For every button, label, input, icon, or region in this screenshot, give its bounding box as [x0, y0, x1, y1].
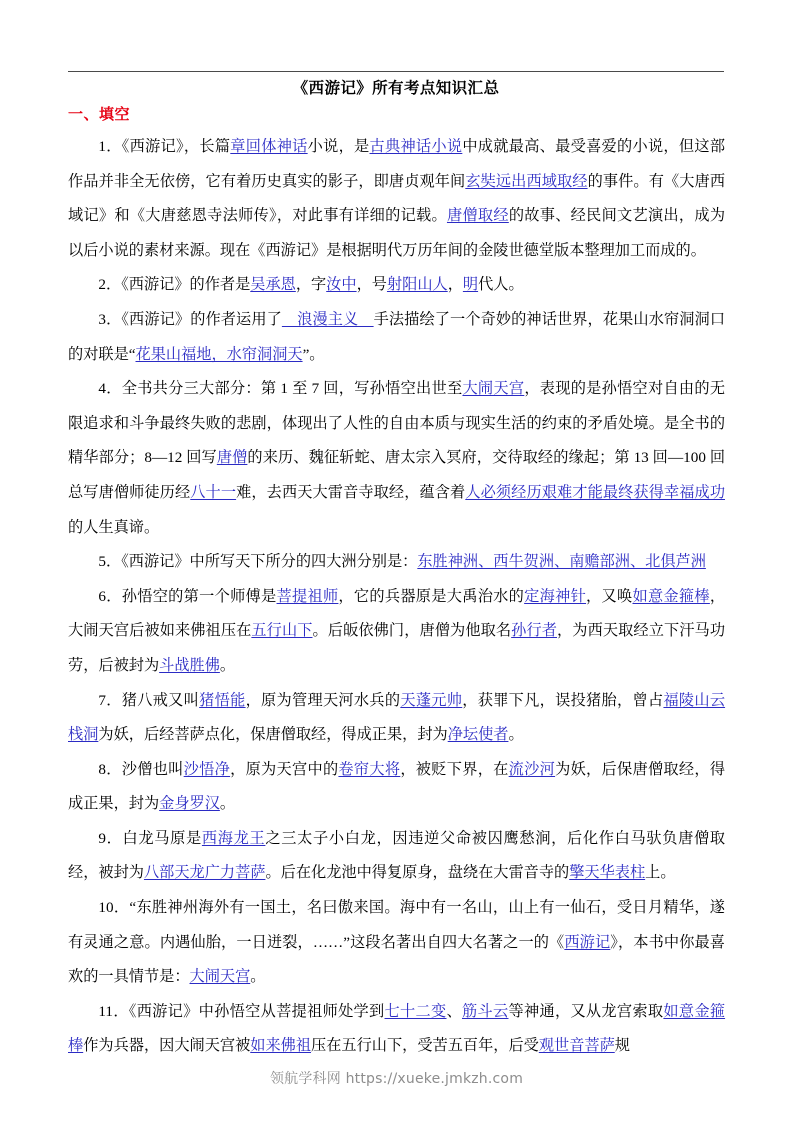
item-text: ，字 [295, 276, 327, 294]
item-text: 。 [219, 795, 236, 813]
item-text: 全书共分三大部分：第 1 至 7 回，写孙悟空出世至 [121, 380, 463, 398]
answer-blank: 如意金箍棒 [632, 587, 710, 605]
item-text: 为妖，后经菩萨点化，保唐僧取经，得成正果，封为 [98, 726, 448, 744]
item-number: 6． [98, 587, 122, 605]
item-text: ，大闹天宫后被如来佛祖压在 [68, 587, 726, 640]
item-text: 规 [614, 1037, 630, 1055]
item-text: 的人生真谛。 [68, 518, 160, 536]
question-item-2 [68, 268, 725, 303]
answer-blank: 定海神针 [524, 587, 587, 605]
answer-blank: 斗战胜佛 [159, 656, 220, 674]
item-text: 孙悟空的第一个师傅是 [121, 587, 277, 605]
answer-blank: 浪漫主义 [281, 310, 374, 328]
item-text: ，表现的是孙悟空对自由的无限追求和斗争最终失败的悲剧，体现出了人性的自由本质与现实生活的约束的矛盾处境。是全书的精华部分；8—12 回写 [68, 380, 726, 467]
item-text: 《西游记》，长篇 [121, 138, 231, 155]
item-number: 2． [98, 276, 122, 294]
item-text: 难，去西天大雷音寺取经，蕴含着 [236, 483, 466, 501]
item-text: 为妖，后保唐僧取经，得成正果，封为 [68, 760, 726, 813]
item-text: ，它的兵器原是大禹治水的 [338, 587, 525, 605]
item-number: 5． [98, 553, 122, 571]
question-item-5 [68, 545, 725, 580]
answer-blank: 擎天华表柱 [569, 864, 646, 882]
answer-blank: 章回体神话 [230, 138, 308, 155]
item-text: ”。 [302, 345, 325, 363]
item-text: 《西游记》中所写天下所分的四大洲分别是： [121, 553, 418, 571]
item-text: 。后在化龙池中得复原身，盘绕在大雷音寺的 [265, 864, 570, 882]
answer-blank: 西游记 [564, 933, 611, 951]
item-text: 的故事、经民间文艺演出，成为以后小说的素材来源。现在《西游记》是根据明代万历年间的金陵世德堂版本整理加工而成的。 [68, 207, 726, 259]
item-number: 9． [98, 829, 123, 847]
header-divider [68, 71, 724, 72]
question-item-3 [68, 303, 725, 372]
item-text: 沙僧也叫 [121, 760, 184, 778]
answer-blank: 如来佛祖 [250, 1037, 311, 1055]
item-text: 猪八戒又叫 [121, 691, 200, 709]
item-text: 》，本书中你最喜欢的一具情节是： [68, 933, 725, 986]
answer-blank: 八部天龙广力菩萨 [143, 864, 266, 882]
answer-blank: 唐僧 [216, 449, 248, 467]
item-text: 。 [250, 968, 266, 986]
item-text: ，又唤 [586, 587, 633, 605]
answer-blank: 人必须经历艰难才能最终获得幸福成功 [465, 483, 725, 501]
question-item-9 [68, 822, 725, 891]
answer-blank: 沙悟净 [183, 760, 231, 778]
item-text: 、 [446, 1002, 463, 1020]
page-title: 《西游记》所有考点知识汇总 [292, 80, 500, 97]
item-text: 之三太子小白龙，因违逆父命被囚鹰愁涧，后化作白马驮负唐僧取经，被封为 [68, 829, 726, 882]
item-text: “东胜神州海外有一国土，名曰傲来国。海中有一名山，山上有一仙石，受日月精华，遂有灵通之意。内遇仙胎，一日迸裂，……”这段名著出自四大名著之一的《 [68, 899, 725, 951]
item-text: 。后皈依佛门，唐僧为他取名 [312, 622, 512, 640]
section-heading-fill-in-blank [68, 103, 130, 127]
answer-blank: 流沙河 [508, 760, 556, 778]
item-text: ，原为管理天河水兵的 [245, 691, 401, 709]
answer-blank: 汝中 [326, 276, 357, 294]
question-item-11 [68, 995, 725, 1064]
item-text: 中成就最高、最受喜爱的小说，但这部作品并非全无依傍，它有着历史真实的影子，即唐贞观年间 [68, 138, 726, 190]
item-number: 7． [98, 691, 122, 709]
answer-blank: 五行山下 [251, 622, 313, 640]
answer-blank: 古典神话小说 [369, 138, 463, 155]
item-number: 3． [98, 310, 122, 328]
item-text: ，原为天宫中的 [230, 760, 339, 778]
answer-blank: 天蓬元帅 [400, 691, 463, 709]
item-text: 《西游记》的作者是 [121, 276, 251, 294]
answer-blank: 射阳山人 [386, 276, 448, 294]
item-text: 的来历、魏征斩蛇、唐太宗入冥府，交待取经的缘起；第 13 回—100 回总写唐僧师徒历经 [68, 449, 726, 501]
answer-blank: 福陵山云栈洞 [68, 691, 726, 744]
item-text: 等神通，又从龙宫索取 [508, 1002, 664, 1020]
answer-blank: 筋斗云 [462, 1002, 509, 1020]
answer-blank: 吴承恩 [250, 276, 296, 294]
item-number: 8． [98, 760, 122, 778]
item-text: 的事件。有《大唐西域记》和《大唐慈恩寺法师传》，对此事有详细的记载。 [68, 172, 725, 225]
answer-blank: 七十二变 [384, 1002, 447, 1020]
item-text: ，为西天取经立下汗马功劳，后被封为 [68, 622, 725, 674]
item-text: 。 [508, 726, 524, 744]
item-number: 10． [98, 899, 130, 917]
answer-blank: 大闹天宫 [189, 968, 251, 986]
item-text: 小说，是 [307, 138, 370, 155]
item-number: 4． [98, 380, 122, 398]
item-text: 《西游记》中孙悟空从菩提祖师处学到 [128, 1002, 385, 1020]
answer-blank: 净坛使者 [447, 726, 509, 744]
question-item-7 [68, 684, 725, 753]
answer-blank: 明 [462, 276, 479, 294]
question-item-10 [68, 891, 725, 995]
answer-blank: 花果山福地，水帘洞洞天 [135, 345, 303, 363]
answer-blank: 八十一 [190, 483, 237, 501]
answer-blank: 观世音菩萨 [538, 1037, 615, 1055]
document-body [68, 130, 725, 1064]
item-text: 代人。 [478, 276, 524, 294]
section-heading-label: 一、填空 [68, 107, 131, 123]
answer-blank: 猪悟能 [199, 691, 246, 709]
question-item-6 [68, 580, 725, 684]
answer-blank: 如意金箍棒 [68, 1002, 726, 1055]
footer-watermark: 领航学科网 https://xueke.jmkzh.com [269, 1071, 524, 1087]
item-text: ，被贬下界，在 [400, 760, 509, 778]
question-item-1 [68, 130, 725, 268]
answer-blank: 菩提祖师 [276, 587, 339, 605]
item-text: 上。 [645, 864, 676, 882]
item-text: 压在五行山下，受苦五百年，后受 [311, 1037, 539, 1055]
answer-blank: 玄奘远出西域取经 [465, 172, 588, 190]
item-text: ， [447, 276, 463, 294]
item-number: 1． [98, 138, 122, 155]
answer-blank: 卷帘大将 [338, 760, 401, 778]
item-text: 。 [219, 656, 236, 674]
answer-blank: 大闹天宫 [462, 380, 525, 398]
item-text: 手法描绘了一个奇妙的神话世界，花果山水帘洞洞口的对联是“ [68, 310, 726, 363]
question-item-4 [68, 372, 725, 545]
item-text: 《西游记》的作者运用了 [121, 310, 282, 328]
item-number: 11． [98, 1002, 129, 1020]
answer-blank: 孙行者 [511, 622, 557, 640]
question-item-8 [68, 753, 725, 822]
item-text: 白龙马原是 [122, 829, 202, 847]
item-text: ，获罪下凡，误投猪胎，曾占 [462, 691, 664, 709]
answer-blank: 东胜神洲、西牛贺洲、南赡部洲、北俱芦洲 [417, 553, 706, 571]
answer-blank: 西海龙王 [201, 829, 266, 847]
answer-blank: 金身罗汉 [159, 795, 220, 813]
item-text: 作为兵器，因大闹天宫被 [83, 1037, 251, 1055]
item-text: ，号 [356, 276, 387, 294]
answer-blank: 唐僧取经 [446, 207, 509, 225]
